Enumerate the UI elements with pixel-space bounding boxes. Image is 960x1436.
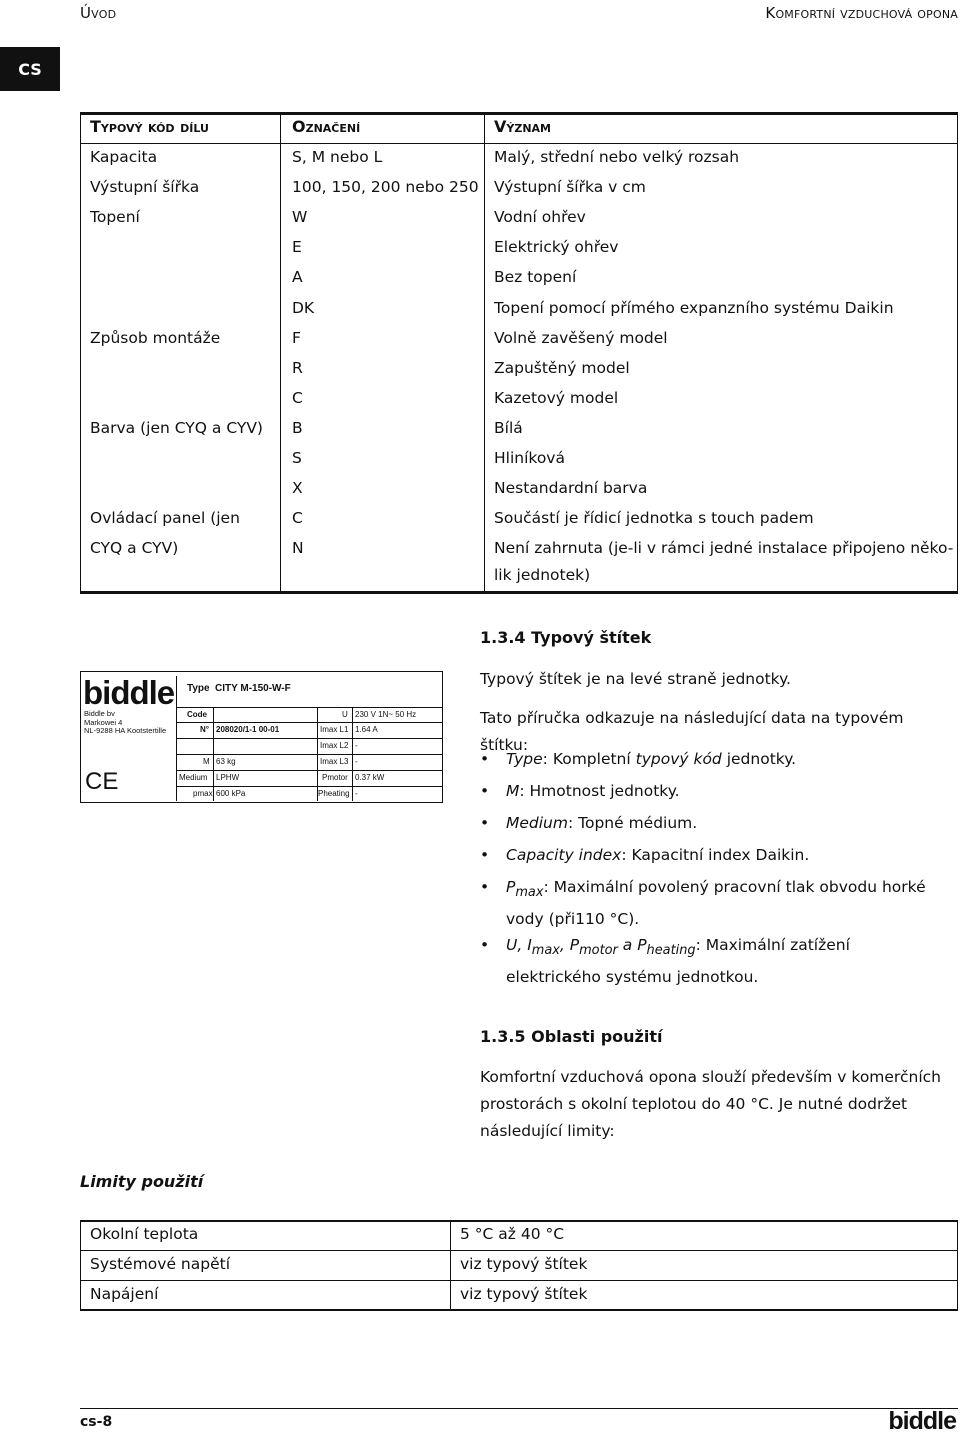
section-135-title: 1.3.5 Oblasti použití xyxy=(480,1027,663,1046)
limits-key: Napájení xyxy=(90,1285,159,1303)
plate-pmotor-label: Pmotor xyxy=(322,773,348,782)
limits-rule xyxy=(80,1309,958,1311)
plate-m-value: 63 kg xyxy=(216,757,236,766)
section-134-title: 1.3.4 Typový štítek xyxy=(480,628,652,647)
address-line: NL-9288 HA Kootstertille xyxy=(84,726,167,735)
language-tab: CS xyxy=(0,47,60,91)
plate-type-value: CITY M-150-W-F xyxy=(215,683,291,694)
limits-key: Systémové napětí xyxy=(90,1255,230,1273)
table-cell-part: Topení xyxy=(90,208,140,226)
limits-rule xyxy=(80,1220,958,1222)
table-cell-designation: R xyxy=(292,359,303,377)
table-cell-part: Způsob montáže xyxy=(90,329,221,347)
footer-biddle-logo: biddle xyxy=(888,1407,956,1435)
address-line: Biddle bv xyxy=(84,709,115,718)
table-cell-meaning: lik jednotek) xyxy=(494,566,591,584)
plate-medium-value: LPHW xyxy=(216,773,240,782)
term-medium: Medium xyxy=(506,814,568,832)
plate-rule xyxy=(176,707,442,708)
term-sub: max xyxy=(531,943,560,959)
table-cell-meaning: Volně zavěšený model xyxy=(494,329,668,347)
section-134-p2: Tato příručka odkazuje na následující data na typovém štítku: xyxy=(480,709,904,754)
limits-divider xyxy=(450,1220,451,1310)
table-cell-part: CYQ a CYV) xyxy=(90,539,179,557)
table-cell-designation: S, M nebo L xyxy=(292,148,383,166)
plate-rule xyxy=(176,754,442,755)
plate-rule xyxy=(176,786,442,787)
bullet-text: : Maximální zatížení elektrického systému jednotkou. xyxy=(506,936,850,987)
bullet-text: : Kapacitní index Daikin. xyxy=(621,846,810,864)
limits-value: viz typový štítek xyxy=(460,1255,588,1273)
plate-pmax-label: pmax xyxy=(193,789,213,798)
table-cell-meaning: Kazetový model xyxy=(494,389,619,407)
table-cell-meaning: Topení pomocí přímého expanzního systému Daikin xyxy=(494,299,894,317)
bullet-text: : Topné médium. xyxy=(567,814,698,832)
limits-rule xyxy=(80,1250,958,1251)
table-cell-designation: C xyxy=(292,389,303,407)
table-cell-meaning: Výstupní šířka v cm xyxy=(494,178,646,196)
term-p: , P xyxy=(559,936,580,954)
bullet-text: : Kompletní xyxy=(542,750,636,768)
table-divider-1 xyxy=(280,113,281,593)
table-cell-designation: N xyxy=(292,539,304,557)
table-cell-designation: C xyxy=(292,509,303,527)
type-nameplate xyxy=(80,671,443,803)
limits-key: Okolní teplota xyxy=(90,1225,199,1243)
table-cell-meaning: Bez topení xyxy=(494,268,577,286)
table-cell-designation: DK xyxy=(292,299,315,317)
table-cell-part: Ovládací panel (jen xyxy=(90,509,240,527)
table-cell-part: Výstupní šířka xyxy=(90,178,200,196)
table-cell-designation: E xyxy=(292,238,302,256)
limits-border-left xyxy=(80,1220,81,1310)
plate-l3-label: Imax L3 xyxy=(320,757,349,766)
bullet-text: : Maximální povolený pracovní tlak obvodu horké vody (při110 °C). xyxy=(506,878,926,929)
biddle-logo: biddle xyxy=(83,674,175,711)
plate-code-label: Code xyxy=(187,710,207,719)
bullet-text: jednotky. xyxy=(721,750,797,768)
plate-pheating-value: - xyxy=(355,789,358,798)
table-divider-2 xyxy=(484,113,485,593)
header-section-title: Úvod xyxy=(80,4,117,22)
table-header-part: Typový kód dílu xyxy=(90,117,209,136)
table-cell-meaning: Malý, střední nebo velký rozsah xyxy=(494,148,740,166)
term-m: M xyxy=(506,782,520,800)
table-cell-meaning: Není zahrnuta (je-li v rámci jedné instalace připojeno něko- xyxy=(494,539,954,557)
plate-l1-value: 1.64 A xyxy=(355,725,378,734)
table-cell-designation: W xyxy=(292,208,308,226)
table-cell-meaning: Hliníková xyxy=(494,449,565,467)
plate-no-label: N° xyxy=(200,725,209,734)
plate-m-label: M xyxy=(203,757,210,766)
manufacturer-address xyxy=(84,710,166,736)
term-sub: heating xyxy=(646,943,696,959)
limits-rule xyxy=(80,1280,958,1281)
table-cell-designation: S xyxy=(292,449,302,467)
table-top-rule xyxy=(80,112,958,115)
plate-type-label: Type xyxy=(187,683,210,694)
page-number: cs-8 xyxy=(80,1414,113,1430)
header-document-title: Komfortní vzduchová opona xyxy=(765,4,958,22)
term-type: Type xyxy=(506,750,543,768)
ce-mark: CE xyxy=(85,768,119,795)
limits-value: viz typový štítek xyxy=(460,1285,588,1303)
table-cell-meaning: Vodní ohřev xyxy=(494,208,586,226)
term-sub: max xyxy=(515,885,544,901)
plate-medium-label: Medium xyxy=(179,773,208,782)
table-header-designation: Označení xyxy=(292,117,361,136)
limits-border-right xyxy=(957,1220,958,1310)
table-cell-designation: 100, 150, 200 nebo 250 xyxy=(292,178,479,196)
table-cell-designation: A xyxy=(292,268,303,286)
table-cell-meaning: Nestandardní barva xyxy=(494,479,648,497)
plate-pmax-value: 600 kPa xyxy=(216,789,246,798)
table-cell-designation: B xyxy=(292,419,303,437)
table-bottom-rule xyxy=(80,591,958,594)
plate-l2-value: - xyxy=(355,741,358,750)
plate-l3-value: - xyxy=(355,757,358,766)
table-cell-meaning: Zapuštěný model xyxy=(494,359,630,377)
plate-no-value: 208020/1-1 00-01 xyxy=(216,725,280,734)
table-header-rule xyxy=(80,143,958,144)
term-p: a P xyxy=(617,936,647,954)
plate-rule xyxy=(176,770,442,771)
limits-value: 5 °C až 40 °C xyxy=(460,1225,565,1243)
table-cell-part: Kapacita xyxy=(90,148,158,166)
plate-rule xyxy=(176,738,442,739)
plate-pmotor-value: 0.37 kW xyxy=(355,773,385,782)
term-p: P xyxy=(506,878,516,896)
address-line: Markowei 4 xyxy=(84,717,123,727)
table-cell-designation: X xyxy=(292,479,303,497)
term-capacity-index: Capacity index xyxy=(506,846,622,864)
plate-pheating-label: Pheating xyxy=(318,789,350,798)
table-cell-meaning: Součástí je řídicí jednotka s touch padem xyxy=(494,509,814,527)
table-border-right xyxy=(957,113,958,593)
section-134-p1: Typový štítek je na levé straně jednotky. xyxy=(480,670,791,688)
term-u-i: U, I xyxy=(506,936,532,954)
table-header-meaning: Význam xyxy=(494,117,551,136)
term-sub: motor xyxy=(579,943,618,959)
plate-rule xyxy=(176,722,442,723)
plate-u-value: 230 V 1N~ 50 Hz xyxy=(355,710,417,719)
table-cell-meaning: Bílá xyxy=(494,419,523,437)
table-cell-designation: F xyxy=(292,329,301,347)
term-type-code: typový kód xyxy=(635,750,722,768)
section-135-p1: Komfortní vzduchová opona slouží především v komerčních prostorách s okolní teplotou do 40 °C. Je nutné dodržet následující limity: xyxy=(480,1068,941,1140)
table-cell-part: Barva (jen CYQ a CYV) xyxy=(90,419,263,437)
limits-title: Limity použití xyxy=(80,1172,204,1191)
plate-l2-label: Imax L2 xyxy=(320,741,349,750)
table-cell-meaning: Elektrický ohřev xyxy=(494,238,619,256)
footer-rule xyxy=(80,1408,958,1409)
plate-l1-label: Imax L1 xyxy=(320,725,349,734)
table-border-left xyxy=(80,113,81,593)
bullet-text: : Hmotnost jednotky. xyxy=(519,782,680,800)
plate-u-label: U xyxy=(342,710,348,719)
